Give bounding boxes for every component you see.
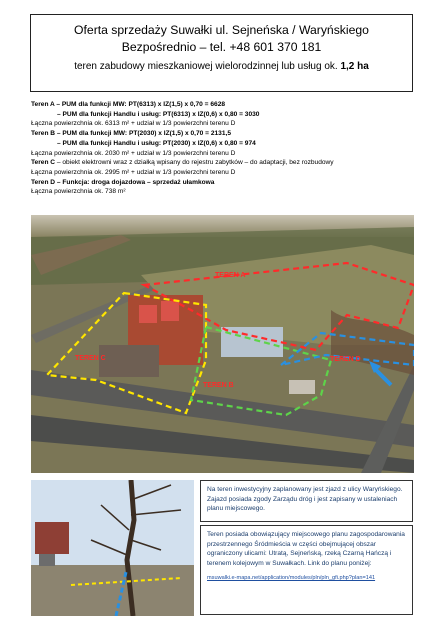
white-hall bbox=[221, 327, 283, 357]
teren-a-area: Łączna powierzchnia ok. 6313 m² + udział w 1/3 powierzchni terenu D bbox=[31, 120, 236, 128]
roof-vent-2 bbox=[161, 301, 179, 321]
label-teren-b: TEREN B bbox=[203, 382, 234, 389]
plan-info: Teren posiada obowiązujący miejscowego planu zagospodarowania przestrzennego Śródmieścia w części obejmującej obszar ograniczony ulicami: Utratą, Sejneńską, rzeką Czarną Hańczą i terenem kolejowym w Suwałkach. Link do planu poniżej: msuwalki.e-mapa.net/application/modules/pln/pln_gfi.php?plan=141 bbox=[200, 525, 413, 615]
teren-d-line1: Teren D – Funkcja: droga dojazdowa – sprzedaż ułamkowa bbox=[31, 178, 215, 186]
offer-header bbox=[30, 14, 413, 92]
teren-a-line2: – PUM dla funkcji Handlu i usług: PT(6313) x IZ(0,6) x 0,80 = 3030 bbox=[57, 110, 260, 118]
label-teren-a: TEREN A bbox=[215, 272, 246, 279]
teren-b-line2: – PUM dla funkcji Handlu i usług: PT(2030) x IZ(0,6) x 0,80 = 974 bbox=[57, 139, 256, 147]
roof-vent-1 bbox=[139, 305, 157, 323]
small-shed bbox=[289, 380, 315, 394]
aerial-map-svg bbox=[31, 215, 414, 473]
plan-link[interactable]: msuwalki.e-mapa.net/application/modules/pln/pln_gfi.php?plan=141 bbox=[207, 575, 376, 581]
plot-details bbox=[31, 100, 421, 197]
teren-c-line1: Teren C – obiekt elektrowni wraz z działką wpisany do rejestru zabytków – do adaptacji, bez rozbudowy bbox=[31, 159, 334, 167]
contact-line: Bezpośrednio – tel. +48 601 370 181 bbox=[121, 40, 322, 54]
label-teren-c: TEREN C bbox=[75, 355, 106, 362]
annex-building bbox=[99, 345, 159, 377]
teren-a-line1: Teren A – PUM dla funkcji MW: PT(6313) x IZ(1,5) x 0,70 = 6628 bbox=[31, 101, 226, 108]
ground-slope bbox=[31, 565, 194, 616]
label-teren-d: TEREN D bbox=[330, 356, 361, 363]
teren-d-area: Łączna powierzchnia ok. 738 m² bbox=[31, 188, 126, 196]
teren-c-area: Łączna powierzchnia ok. 2995 m² + udział w 1/3 powierzchni terenu D bbox=[31, 168, 236, 176]
street-photo bbox=[31, 480, 194, 616]
aerial-photo bbox=[31, 215, 414, 473]
access-info: Na teren inwestycyjny zaplanowany jest zjazd z ulicy Waryńskiego. Zajazd posiada zgody Zarządu dróg i jest zapisany w ustaleniach planu miejscowego. bbox=[200, 480, 413, 522]
teren-b-line1: Teren B – PUM dla funkcji MW: PT(2030) x IZ(1,5) x 0,70 = 2131,5 bbox=[31, 130, 232, 138]
brick-building bbox=[35, 522, 69, 554]
area-summary: teren zabudowy mieszkaniowej wielorodzinnej lub usług ok. 1,2 ha bbox=[74, 61, 369, 72]
offer-title: Oferta sprzedaży Suwałki ul. Sejneńska / Waryńskiego bbox=[74, 23, 369, 37]
street-photo-svg bbox=[31, 480, 194, 616]
teren-b-area: Łączna powierzchnia ok. 2030 m² + udział w 1/3 powierzchni terenu D bbox=[31, 149, 236, 157]
low-wall bbox=[39, 554, 55, 566]
